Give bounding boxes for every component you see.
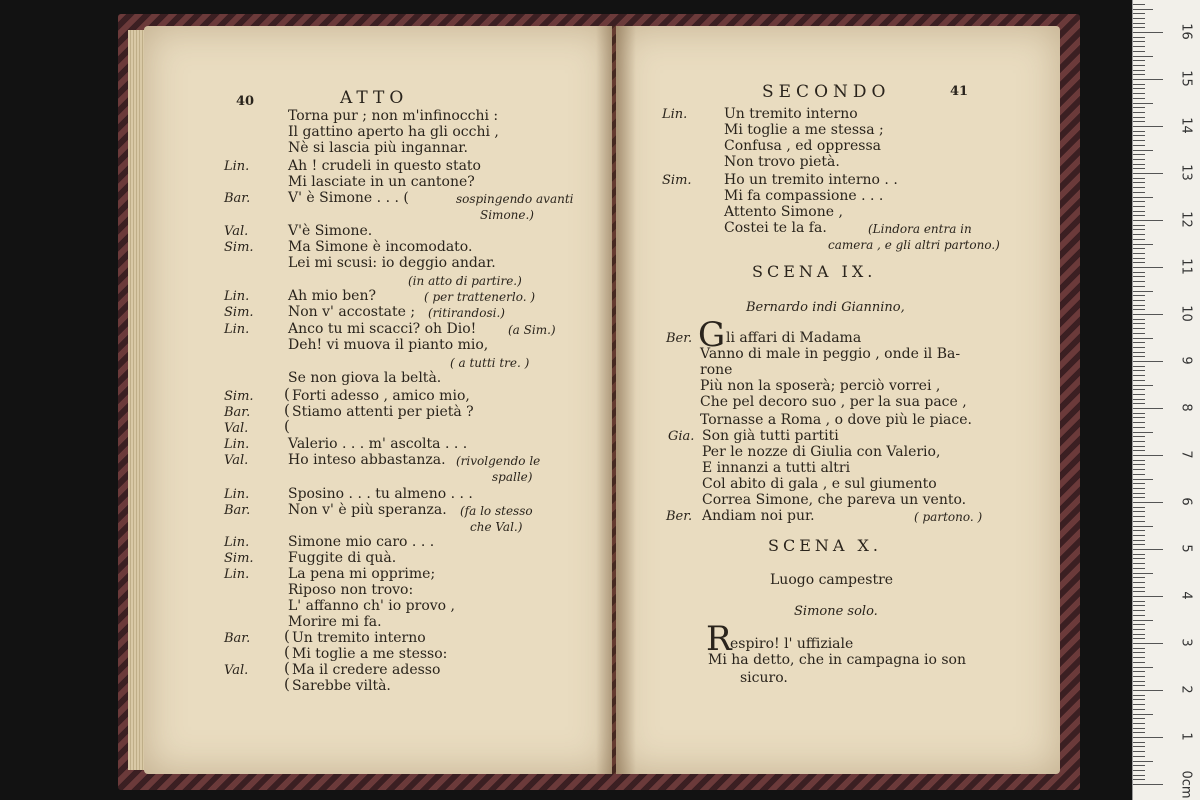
ruler-tick [1133,32,1163,33]
ruler-tick [1133,784,1163,785]
prose-line: Son già tutti partiti [702,428,839,444]
ruler-tick [1133,446,1145,447]
brace-mark: ( [284,385,290,403]
ruler-tick [1133,535,1145,536]
ruler-tick [1133,521,1145,522]
ruler-tick [1133,464,1145,465]
verse-line: L' affanno ch' io provo , [288,598,455,614]
verse-line: Non trovo pietà. [724,154,840,170]
ruler-tick [1133,168,1145,169]
drop-capital: R [706,619,732,659]
prose-line: Che pel decoro suo , per la sua pace , [700,394,967,410]
ruler-tick [1133,681,1145,682]
ruler-tick [1133,319,1145,320]
scene-cast: Simone solo. [794,604,878,619]
ruler-tick [1133,742,1145,743]
verse-line: Ah mio ben? [288,288,376,304]
ruler-number: 2 [1178,685,1194,694]
ruler-tick [1133,164,1145,165]
ruler-tick [1133,248,1145,249]
stage-direction: Simone.) [480,208,534,222]
ruler-tick [1133,281,1145,282]
ruler-tick [1133,718,1145,719]
verse-line: La pena mi opprime; [288,566,436,582]
speaker-label: Val. [224,663,249,678]
verse-line: Ah ! crudeli in questo stato [288,158,481,174]
ruler-tick [1133,300,1145,301]
ruler-tick [1133,9,1153,10]
speaker-label: Lin. [224,487,250,502]
ruler-tick [1133,652,1145,653]
ruler-tick [1133,765,1145,766]
ruler-tick [1133,460,1145,461]
ruler-tick [1133,18,1145,19]
ruler-number: 11 [1178,258,1194,275]
stage-direction: (in atto di partire.) [408,274,522,288]
ruler-tick [1133,573,1153,574]
prose-line: Andiam noi pur. [702,508,815,524]
speaker-label: Ber. [666,509,693,524]
ruler-tick [1133,704,1145,705]
speaker-label: Lin. [224,535,250,550]
ruler-number: 16 [1178,23,1194,40]
ruler-tick [1133,305,1145,306]
stage-direction: (rivolgendo le [456,454,541,468]
ruler-tick [1133,615,1145,616]
verse-line: Forti adesso , amico mio, [292,388,470,404]
verse-line: Non v' è più speranza. [288,502,447,518]
ruler-tick [1133,258,1145,259]
ruler-tick [1133,403,1145,404]
ruler-tick [1133,394,1145,395]
prose-line: Tornasse a Roma , o dove più le piace. [700,412,972,428]
ruler-tick [1133,732,1145,733]
ruler-number: 13 [1178,164,1194,181]
prose-line: Col abito di gala , e sul giumento [702,476,937,492]
ruler-tick [1133,150,1153,151]
ruler-tick [1133,262,1145,263]
verse-line: Stiamo attenti per pietà ? [292,404,474,420]
ruler-tick [1133,375,1145,376]
ruler-tick [1133,272,1145,273]
ruler-tick [1133,192,1145,193]
ruler-tick [1133,253,1145,254]
verse-line: Fuggite di quà. [288,550,397,566]
ruler-tick [1133,103,1153,104]
ruler-tick [1133,516,1145,517]
stage-direction: (fa lo stesso [460,504,533,518]
ruler-number: 6 [1178,497,1194,506]
verse-line: Se non giova la beltà. [288,370,442,386]
ruler-tick [1133,582,1145,583]
ruler-tick [1133,577,1145,578]
ruler-number: 8 [1178,403,1194,412]
ruler-tick [1133,126,1163,127]
ruler-tick [1133,23,1145,24]
ruler-tick [1133,709,1145,710]
ruler-tick [1133,380,1145,381]
verse-line: Deh! vi muova il pianto mio, [288,337,489,353]
ruler-tick [1133,13,1145,14]
ruler-number: 0cm [1178,770,1194,799]
ruler-tick [1133,685,1145,686]
ruler-tick [1133,775,1145,776]
verse-line: Costei te la fa. [724,220,827,236]
ruler-tick [1133,51,1145,52]
stage-direction: ( partono. ) [914,510,983,524]
ruler-number: 9 [1178,356,1194,365]
page-number: 40 [236,94,255,109]
prose-line: Correa Simone, che pareva un vento. [702,492,967,508]
ruler-tick [1133,634,1145,635]
stage-direction: che Val.) [470,520,523,534]
ruler-tick [1133,568,1145,569]
ruler-tick [1133,427,1145,428]
ruler-number: 14 [1178,117,1194,134]
ruler-number: 15 [1178,70,1194,87]
speaker-label: Bar. [224,405,251,420]
speaker-label: Bar. [224,631,251,646]
ruler-number: 10 [1178,305,1194,322]
ruler-tick [1133,549,1163,550]
verse-line: V'è Simone. [288,223,373,239]
ruler-tick [1133,667,1153,668]
ruler-tick [1133,201,1145,202]
ruler-tick [1133,41,1145,42]
drop-capital: G [698,315,726,355]
brace-mark: ( [284,675,290,693]
ruler-tick [1133,413,1145,414]
ruler-tick [1133,225,1145,226]
speaker-label: Sim. [224,240,254,255]
prose-line: rone [700,362,733,378]
ruler-tick [1133,220,1163,221]
ruler-tick [1133,756,1145,757]
ruler-number: 3 [1178,638,1194,647]
ruler-tick [1133,399,1145,400]
ruler-tick [1133,455,1163,456]
verse-line: Morire mi fa. [288,614,382,630]
ruler-tick [1133,643,1163,644]
ruler-tick [1133,770,1145,771]
ruler-tick [1133,648,1145,649]
ruler-tick [1133,37,1145,38]
verse-line: Mi fa compassione . . . [724,188,884,204]
verse-line: Confusa , ed oppressa [724,138,881,154]
ruler-tick [1133,474,1145,475]
ruler-tick [1133,695,1145,696]
ruler-tick [1133,493,1145,494]
ruler-tick [1133,27,1145,28]
ruler-tick [1133,328,1145,329]
ruler-tick [1133,502,1163,503]
ruler-tick [1133,74,1145,75]
speaker-label: Lin. [224,567,250,582]
ruler-tick [1133,215,1145,216]
ruler-tick [1133,239,1145,240]
ruler-tick [1133,295,1145,296]
verse-line: Non v' accostate ; [288,304,416,320]
speaker-label: Val. [224,224,249,239]
right-page [616,26,1060,774]
verse-line: Ho un tremito interno . . [724,172,898,188]
ruler-tick [1133,338,1153,339]
ruler-tick [1133,728,1145,729]
page-number: 41 [950,84,969,99]
ruler-tick [1133,154,1145,155]
brace-mark: ( [284,659,290,677]
ruler-tick [1133,479,1153,480]
ruler-tick [1133,737,1163,738]
speaker-label: Sim. [224,551,254,566]
prose-line: li affari di Madama [726,330,862,346]
speaker-label: Lin. [224,289,250,304]
stage-direction: (ritirandosi.) [428,306,505,320]
speaker-label: Gia. [668,429,695,444]
ruler-tick [1133,385,1153,386]
verse-line: Attento Simone , [724,204,843,220]
ruler-tick [1133,676,1145,677]
ruler-tick [1133,178,1145,179]
ruler-number: 12 [1178,211,1194,228]
stage-direction: spalle) [492,470,533,484]
ruler-tick [1133,544,1145,545]
speaker-label: Ber. [666,331,693,346]
ruler-tick [1133,450,1145,451]
ruler-tick [1133,370,1145,371]
verse-line: Sposino . . . tu almeno . . . [288,486,473,502]
ruler-tick [1133,746,1145,747]
verse-line: Ho inteso abbastanza. [288,452,446,468]
ruler-tick [1133,131,1145,132]
brace-mark: ( [284,627,290,645]
brace-mark: ( [284,417,290,435]
ruler-tick [1133,352,1145,353]
left-page [144,26,612,774]
ruler-tick [1133,422,1145,423]
scene-place: Luogo campestre [770,572,894,588]
ruler-tick [1133,563,1145,564]
ruler-tick [1133,46,1145,47]
ruler-number: 1 [1178,732,1194,741]
ruler-tick [1133,197,1153,198]
ruler-tick [1133,558,1145,559]
ruler-tick [1133,98,1145,99]
brace-mark: ( [284,643,290,661]
ruler-tick [1133,690,1163,691]
ruler-tick [1133,601,1145,602]
speaker-label: Lin. [224,159,250,174]
scene-cast: Bernardo indi Giannino, [746,300,905,315]
ruler-tick [1133,79,1163,80]
ruler-tick [1133,530,1145,531]
verse-line: Riposo non trovo: [288,582,414,598]
ruler-tick [1133,779,1145,780]
verse-line: Un tremito interno [724,106,858,122]
ruler-tick [1133,107,1145,108]
stage-direction: (a Sim.) [508,323,556,337]
prose-line: espiro! l' uffiziale [730,636,854,652]
prose-line: Più non la sposerà; perciò vorrei , [700,378,941,394]
ruler-tick [1133,60,1145,61]
verse-line: Ma il credere adesso [292,662,441,678]
speaker-label: Val. [224,453,249,468]
book-gutter [596,26,636,774]
stage-direction: sospingendo avanti [456,192,574,206]
ruler-tick [1133,554,1145,555]
verse-line: Valerio . . . m' ascolta . . . [288,436,468,452]
ruler-tick [1133,323,1145,324]
prose-line: E innanzi a tutti altri [702,460,851,476]
ruler-tick [1133,229,1145,230]
ruler-tick [1133,408,1163,409]
ruler-tick [1133,309,1145,310]
prose-line: sicuro. [740,670,788,686]
ruler-tick [1133,624,1145,625]
ruler-tick [1133,56,1153,57]
ruler-tick [1133,620,1153,621]
running-head: SECONDO [762,82,891,102]
ruler-tick [1133,159,1145,160]
verse-line: Torna pur ; non m'infinocchi : [288,108,499,124]
ruler-tick [1133,417,1145,418]
scene-heading: SCENA IX. [752,262,877,281]
ruler-tick [1133,483,1145,484]
brace-mark: ( [284,401,290,419]
ruler-tick [1133,88,1145,89]
ruler-tick [1133,526,1153,527]
prose-line: Vanno di male in peggio , onde il Ba- [700,346,961,362]
verse-line: Anco tu mi scacci? oh Dio! [288,321,477,337]
ruler-tick [1133,347,1145,348]
ruler-tick [1133,291,1153,292]
verse-line: V' è Simone . . . ( [288,190,409,206]
verse-line: Mi toglie a me stesso: [292,646,448,662]
ruler-tick [1133,610,1145,611]
ruler-tick [1133,135,1145,136]
ruler-tick [1133,173,1163,174]
ruler-tick [1133,211,1145,212]
ruler-tick [1133,286,1145,287]
speaker-label: Bar. [224,191,251,206]
ruler-tick [1133,140,1145,141]
ruler-number: 5 [1178,544,1194,553]
ruler-tick [1133,121,1145,122]
ruler-tick [1133,366,1145,367]
ruler-tick [1133,356,1145,357]
ruler-tick [1133,117,1145,118]
verse-line: Ma Simone è incomodato. [288,239,473,255]
ruler-tick [1133,187,1145,188]
speaker-label: Lin. [224,322,250,337]
ruler-tick [1133,276,1145,277]
ruler-tick [1133,591,1145,592]
ruler-tick [1133,432,1153,433]
ruler-tick [1133,389,1145,390]
ruler-tick [1133,497,1145,498]
ruler-tick [1133,244,1153,245]
speaker-label: Lin. [662,107,688,122]
speaker-label: Lin. [224,437,250,452]
ruler-tick [1133,182,1145,183]
stage-direction: (Lindora entra in [868,222,972,236]
verse-line: Simone mio caro . . . [288,534,435,550]
running-head: ATTO [340,88,409,108]
ruler-tick [1133,714,1153,715]
ruler-tick [1133,234,1145,235]
ruler-tick [1133,333,1145,334]
ruler-tick [1133,629,1145,630]
ruler-tick [1133,671,1145,672]
ruler-tick [1133,314,1163,315]
verse-line: Mi lasciate in un cantone? [288,174,475,190]
ruler-tick [1133,507,1145,508]
ruler-tick [1133,751,1145,752]
ruler-tick [1133,65,1145,66]
speaker-label: Val. [224,421,249,436]
scene-heading: SCENA X. [768,536,882,555]
ruler-tick [1133,540,1145,541]
ruler-tick [1133,511,1145,512]
ruler-tick [1133,436,1145,437]
ruler-tick [1133,596,1163,597]
speaker-label: Sim. [224,305,254,320]
ruler-tick [1133,761,1153,762]
ruler-number: 7 [1178,450,1194,459]
verse-line: Un tremito interno [292,630,426,646]
stage-direction: camera , e gli altri partono.) [828,238,1000,252]
ruler-tick [1133,662,1145,663]
ruler-tick [1133,469,1145,470]
verse-line: Nè si lascia più ingannar. [288,140,468,156]
prose-line: Per le nozze di Giulia con Valerio, [702,444,941,460]
measuring-ruler [1132,0,1200,800]
ruler-tick [1133,441,1145,442]
ruler-tick [1133,699,1145,700]
ruler-tick [1133,587,1145,588]
ruler-tick [1133,723,1145,724]
ruler-tick [1133,4,1145,5]
ruler-tick [1133,93,1145,94]
ruler-tick [1133,112,1145,113]
verse-line: Mi toglie a me stessa ; [724,122,884,138]
ruler-tick [1133,70,1145,71]
stage-direction: ( a tutti tre. ) [450,356,530,370]
ruler-tick [1133,145,1145,146]
ruler-tick [1133,488,1145,489]
ruler-tick [1133,342,1145,343]
verse-line: Il gattino aperto ha gli occhi , [288,124,499,140]
prose-line: Mi ha detto, che in campagna io son [708,652,966,668]
ruler-tick [1133,267,1163,268]
ruler-tick [1133,638,1145,639]
ruler-tick [1133,605,1145,606]
speaker-label: Sim. [662,173,692,188]
speaker-label: Sim. [224,389,254,404]
ruler-tick [1133,361,1163,362]
speaker-label: Bar. [224,503,251,518]
verse-line: Sarebbe viltà. [292,678,391,694]
ruler-number: 4 [1178,591,1194,600]
ruler-tick [1133,657,1145,658]
ruler-tick [1133,206,1145,207]
stage-direction: ( per trattenerlo. ) [424,290,536,304]
verse-line: Lei mi scusi: io deggio andar. [288,255,496,271]
ruler-tick [1133,84,1145,85]
